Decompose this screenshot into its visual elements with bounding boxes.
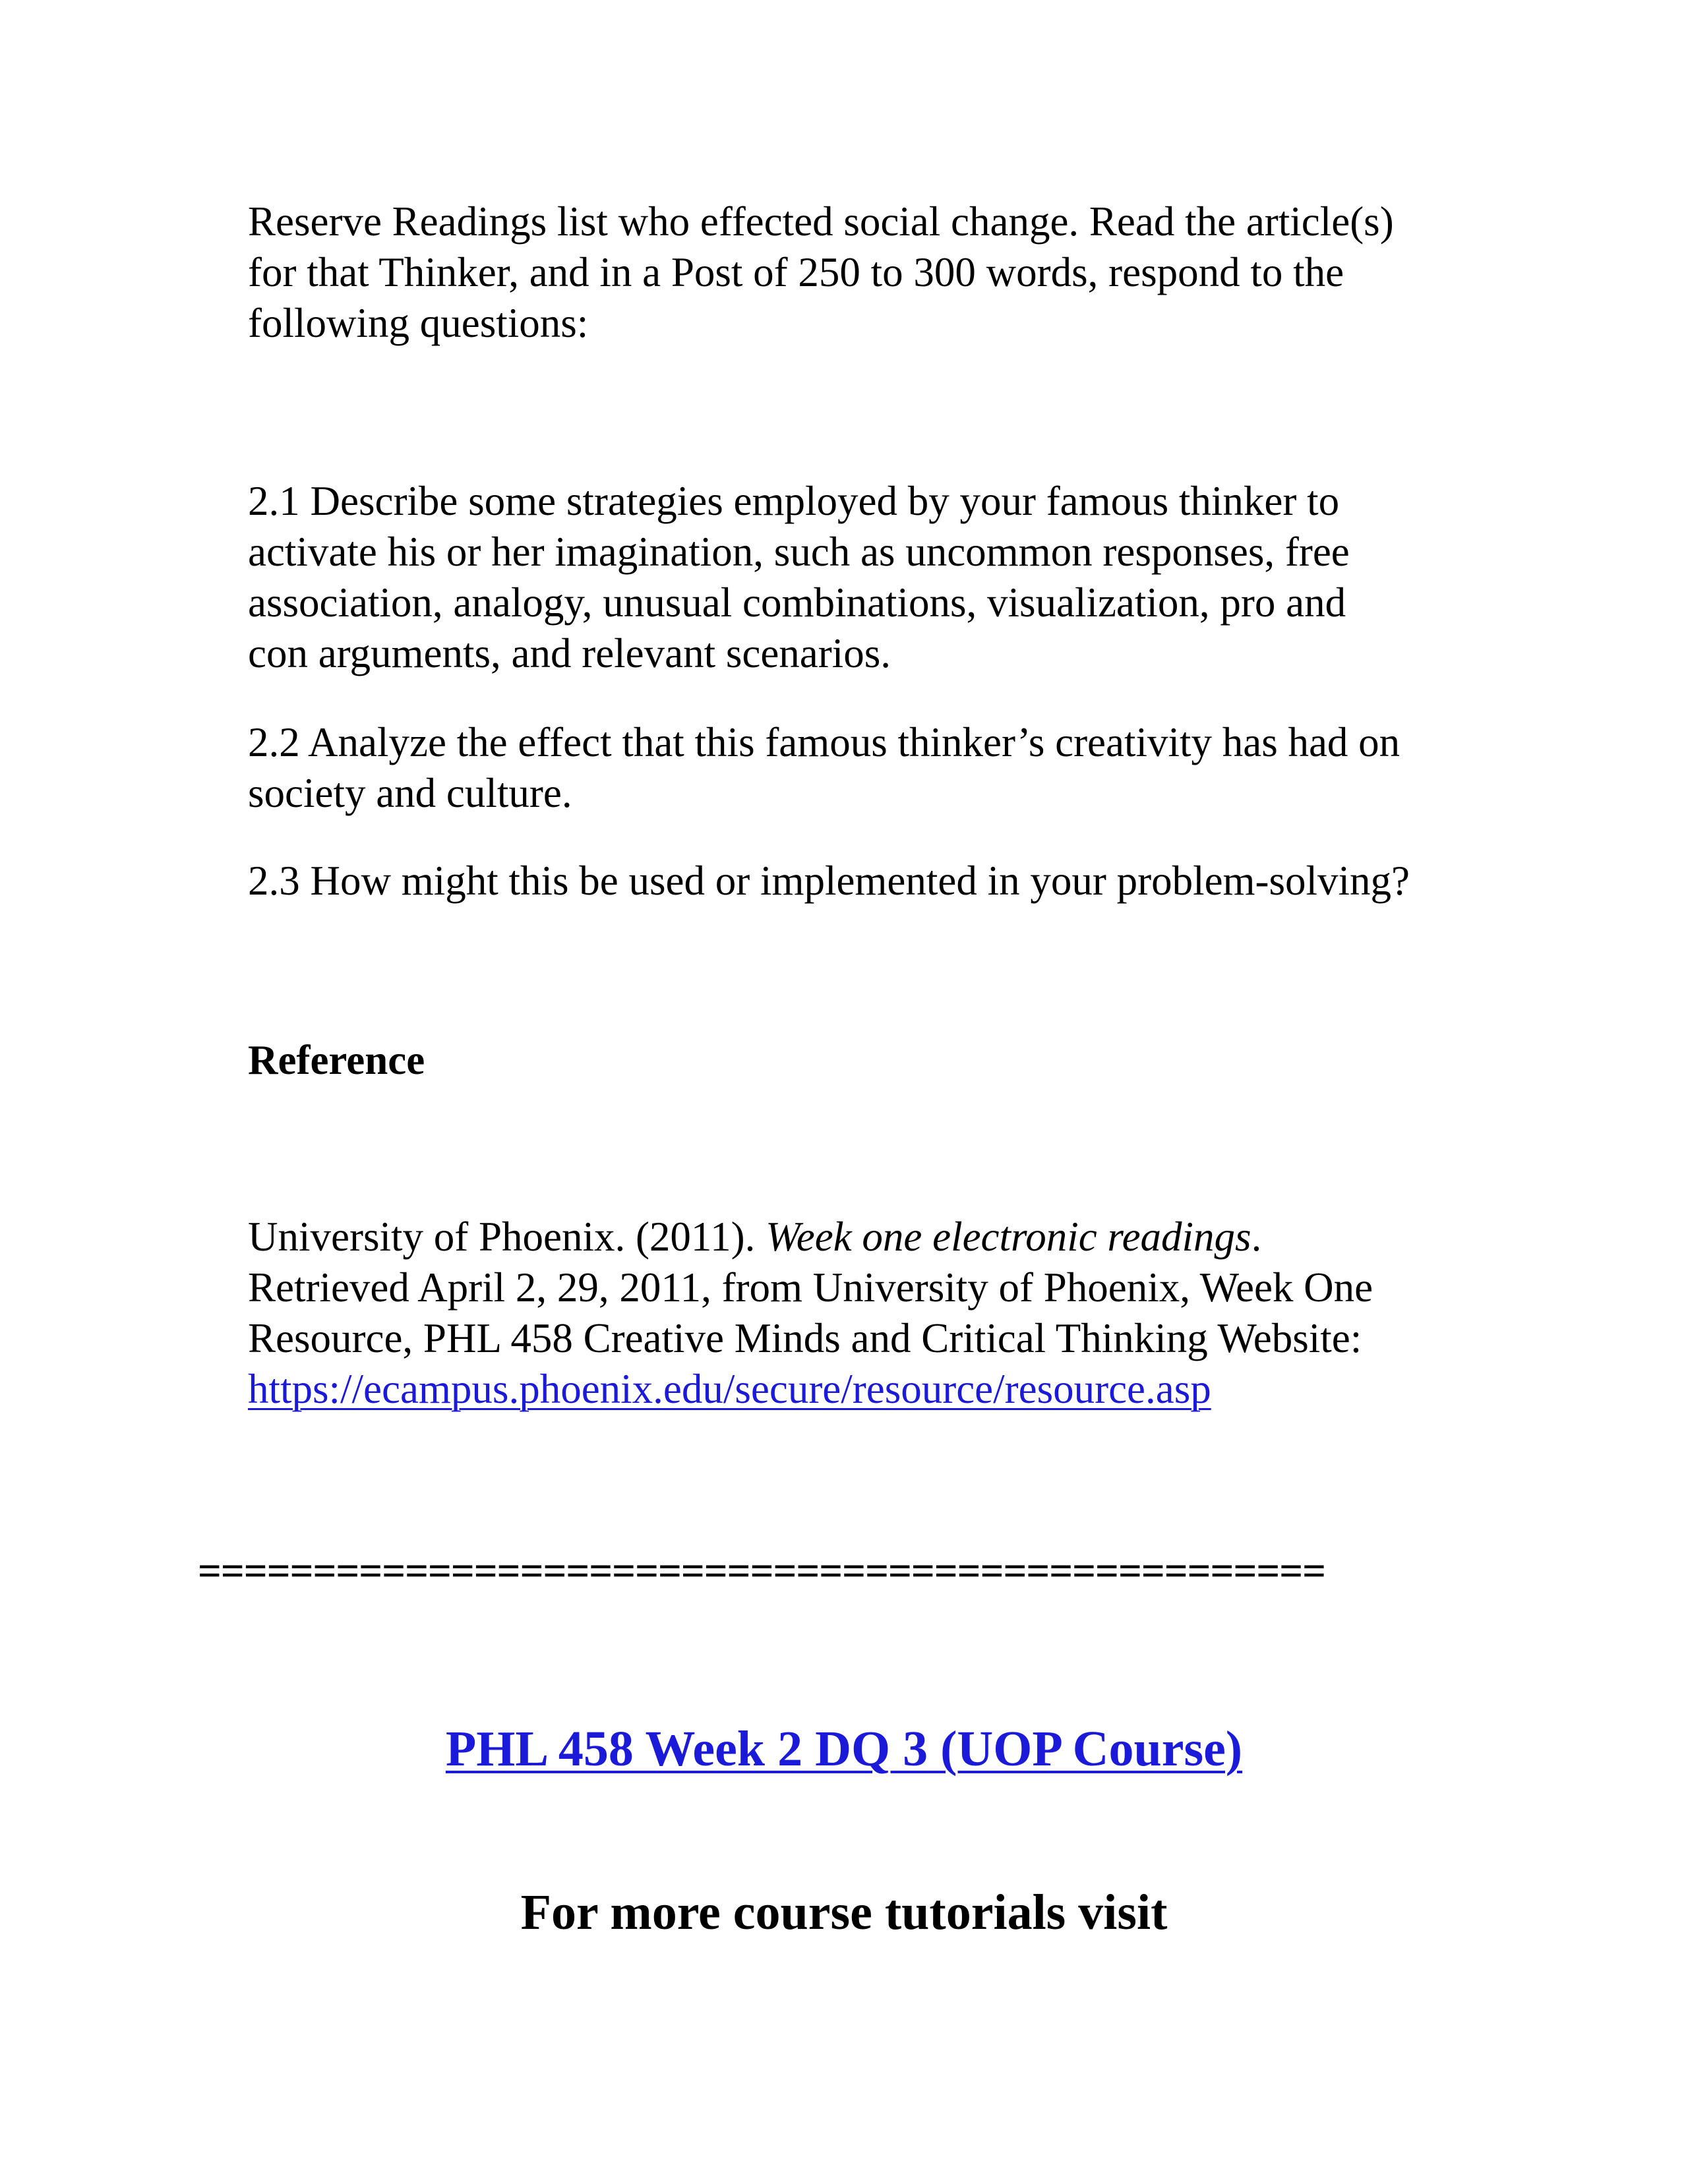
question-2-3-line-1: 2.3 How might this be used or implemented in your problem-solving?: [248, 858, 1410, 904]
citation-title: Week one electronic readings: [766, 1214, 1251, 1260]
question-2-1-line-2: activate his or her imagination, such as uncommon responses, free: [248, 529, 1350, 575]
citation-line-2: Retrieved April 2, 29, 2011, from University of Phoenix, Week One: [248, 1264, 1373, 1311]
question-2-1-line-3: association, analogy, unusual combinations, visualization, pro and: [248, 579, 1346, 626]
question-2-1-line-1: 2.1 Describe some strategies employed by your famous thinker to: [248, 478, 1340, 524]
citation-line-3: Resource, PHL 458 Creative Minds and Critical Thinking Website:: [248, 1315, 1362, 1361]
question-2-2: [248, 717, 1527, 819]
question-2-2-line-2: society and culture.: [248, 770, 572, 816]
intro-line-1: Reserve Readings list who effected social change. Read the article(s): [248, 198, 1394, 245]
intro-paragraph: [248, 196, 1527, 349]
section-divider: =================================================: [198, 1548, 1326, 1594]
intro-line-2: for that Thinker, and in a Post of 250 to 300 words, respond to the: [248, 249, 1344, 295]
reference-citation: [248, 1212, 1527, 1415]
question-2-1: [248, 476, 1527, 679]
citation-period: .: [1251, 1214, 1262, 1260]
citation-author: University of Phoenix. (2011).: [248, 1214, 766, 1260]
course-link[interactable]: PHL 458 Week 2 DQ 3 (UOP Course): [445, 1721, 1243, 1777]
citation-url-link[interactable]: https://ecampus.phoenix.edu/secure/resource/resource.asp: [248, 1366, 1211, 1412]
question-2-2-line-1: 2.2 Analyze the effect that this famous thinker’s creativity has had on: [248, 719, 1401, 765]
question-2-3: [248, 856, 1527, 906]
question-2-1-line-4: con arguments, and relevant scenarios.: [248, 630, 891, 676]
more-tutorials-heading: For more course tutorials visit: [520, 1885, 1168, 1940]
reference-heading: Reference: [248, 1037, 425, 1083]
course-link-heading: [0, 1719, 1688, 1779]
intro-line-3: following questions:: [248, 300, 589, 346]
